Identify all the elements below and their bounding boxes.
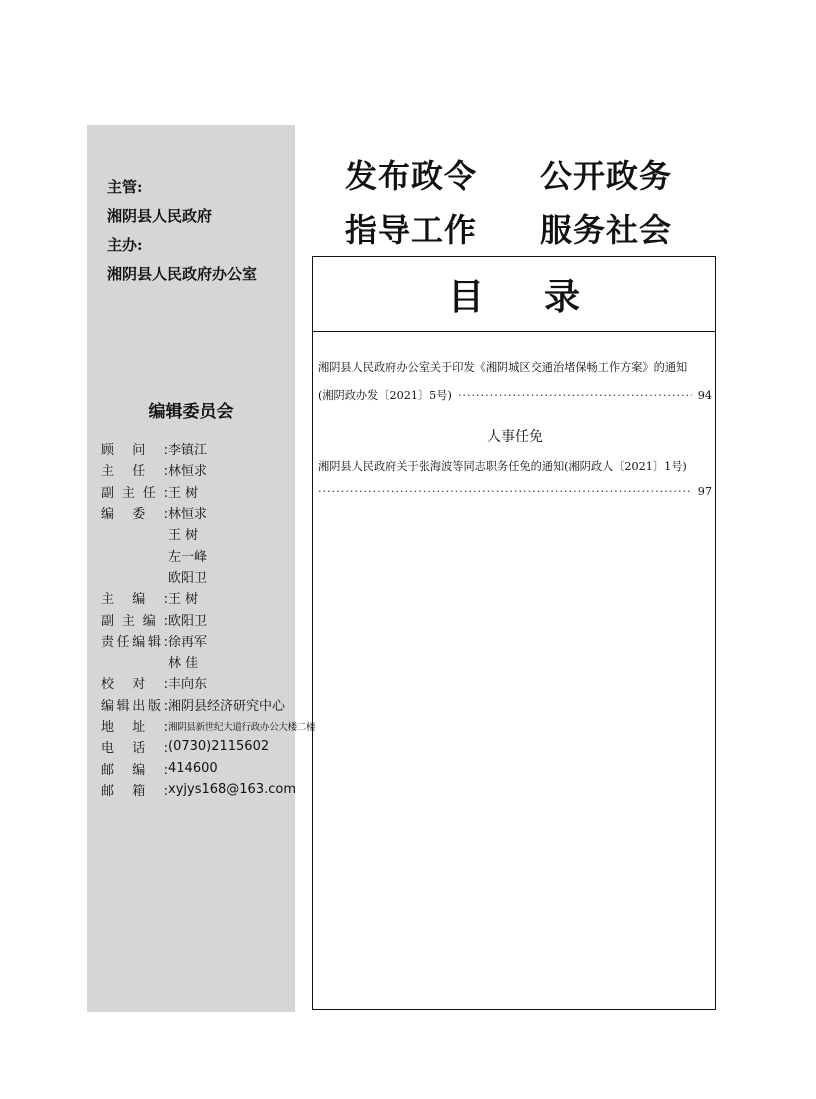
committee-member: 李镇江 (168, 443, 208, 459)
committee-role: 编辑出版: (101, 698, 168, 714)
committee-row (101, 757, 293, 778)
committee-row (101, 672, 293, 693)
committee-role: 责任编辑: (101, 634, 168, 650)
committee-row (101, 736, 293, 757)
committee-role: 地址: (101, 720, 168, 735)
committee-row (101, 779, 296, 800)
supervisor-label: 主管: (107, 178, 143, 196)
committee-member: 林恒求 (168, 464, 208, 480)
toc-title-char: 录 (544, 275, 581, 318)
committee-member: 丰向东 (168, 677, 208, 693)
committee-role: 副主任: (101, 485, 168, 501)
committee-member: 徐再军 (168, 634, 208, 650)
committee-row (101, 566, 293, 587)
committee-row (101, 587, 293, 608)
committee-role: 编委: (101, 507, 168, 523)
committee-member: 王 树 (168, 528, 199, 544)
toc-entry-1-page: 94 (697, 388, 712, 402)
committee-role: 主编: (101, 592, 168, 608)
host-name: 湘阴县人民政府办公室 (107, 265, 258, 283)
slogan-publish-decrees: 发布政令 (345, 157, 478, 195)
committee-row (101, 715, 316, 736)
committee-role: 电话: (101, 741, 168, 757)
committee-member: 林恒求 (168, 507, 208, 523)
committee-row (101, 630, 293, 651)
toc-entry-1-ref (318, 387, 712, 403)
committee-row (101, 651, 293, 672)
table-of-contents (312, 256, 716, 1010)
slogan-serve-society: 服务社会 (540, 211, 673, 249)
committee-member: 左一峰 (168, 549, 208, 565)
slogan-open-affairs: 公开政务 (540, 157, 673, 195)
toc-entry-2-ref (318, 485, 712, 498)
committee-row (101, 481, 293, 502)
committee-title: 编辑委员会 (148, 402, 234, 422)
toc-title-char: 目 (447, 275, 484, 318)
slogan-guide-work: 指导工作 (345, 211, 478, 249)
committee-row (101, 608, 293, 629)
committee-row (101, 523, 293, 544)
toc-entry-1-title: 湘阴县人民政府办公室关于印发《湘阴城区交通治堵保畅工作方案》的通知 (318, 361, 688, 374)
committee-member: 王 树 (168, 592, 199, 608)
committee-member: 欧阳卫 (168, 570, 208, 586)
toc-entry-2-title: 湘阴县人民政府关于张海波等同志职务任免的通知(湘阴政人〔2021〕1号) (318, 460, 687, 473)
section-heading-personnel: 人事任免 (487, 429, 543, 445)
host-label: 主办: (107, 236, 143, 254)
committee-member: 湘阴县经济研究中心 (168, 698, 286, 714)
sidebar-panel (87, 125, 316, 1012)
committee-row (101, 544, 293, 565)
committee-member: 欧阳卫 (168, 613, 208, 629)
committee-postcode: 414600 (168, 760, 218, 776)
committee-role: 副主编: (101, 613, 168, 629)
committee-list (101, 438, 316, 800)
committee-address: 湘阴县新世纪大道行政办公大楼二楼 (168, 721, 316, 733)
committee-row (101, 694, 293, 715)
committee-role: 邮箱: (101, 783, 168, 799)
leader-dots (458, 389, 692, 402)
committee-member: 林 佳 (168, 656, 199, 672)
toc-header (313, 257, 715, 332)
toc-entry-1-docnum: (湘阴政办发〔2021〕5号) (318, 389, 452, 402)
committee-role: 顾问: (101, 443, 168, 459)
committee-row (101, 459, 293, 480)
committee-member: 王 树 (168, 485, 199, 501)
committee-email: xyjys168@163.com (168, 781, 296, 797)
committee-phone: (0730)2115602 (168, 739, 270, 755)
committee-role: 邮编: (101, 762, 168, 778)
toc-entry-2-page: 97 (697, 485, 712, 498)
committee-row (101, 438, 293, 459)
committee-role: 主任: (101, 464, 168, 480)
committee-role: 校对: (101, 677, 168, 693)
committee-row (101, 502, 293, 523)
supervisor-name: 湘阴县人民政府 (107, 207, 213, 225)
sponsor-block (107, 173, 292, 289)
toc-title (448, 269, 580, 320)
leader-dots (318, 485, 692, 498)
